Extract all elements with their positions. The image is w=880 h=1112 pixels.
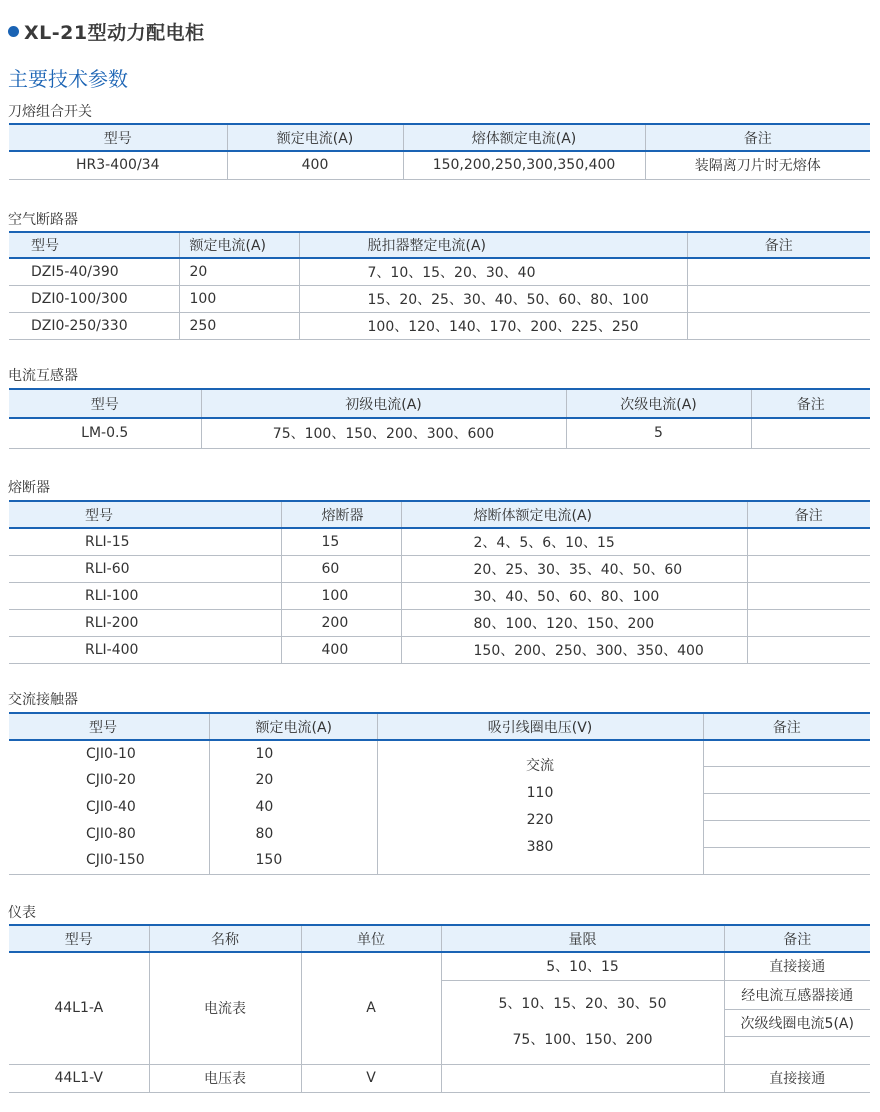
table-row	[9, 609, 870, 636]
cell: CJI0-10	[9, 740, 209, 766]
cell	[703, 793, 870, 820]
cell: 10	[209, 740, 377, 766]
cell: 5、10、15	[441, 952, 724, 980]
cell: HR3-400/34	[9, 151, 227, 179]
cell: 80	[209, 820, 377, 847]
header-cell: 型号	[9, 124, 227, 151]
cell: DZI0-100/300	[9, 285, 179, 312]
cell: 直接接通	[724, 952, 870, 980]
table-row	[9, 258, 870, 285]
contactor-table	[9, 712, 870, 875]
cell	[687, 285, 870, 312]
header-cell: 备注	[703, 713, 870, 740]
header-cell: 额定电流(A)	[227, 124, 403, 151]
table-row	[9, 582, 870, 609]
header-cell: 初级电流(A)	[201, 389, 566, 418]
cell: RLI-60	[9, 555, 281, 582]
header-cell: 型号	[9, 925, 149, 952]
air-breaker-label: 空气断路器	[8, 212, 78, 228]
voltage-line: 220	[526, 812, 554, 829]
cell: RLI-15	[9, 528, 281, 555]
fuse-label: 熔断器	[8, 480, 50, 496]
header-cell: 型号	[9, 389, 201, 418]
table-row	[9, 952, 870, 980]
header-cell: 熔断器	[281, 501, 401, 528]
current-transformer-table	[9, 388, 870, 449]
cell	[747, 555, 870, 582]
cell	[724, 1036, 870, 1064]
cell: 100	[179, 285, 299, 312]
cell: 40	[209, 793, 377, 820]
header-cell: 额定电流(A)	[179, 232, 299, 258]
cell: 200	[281, 609, 401, 636]
cell: 44L1-A	[9, 952, 149, 1064]
table-row	[9, 418, 870, 448]
cell	[703, 820, 870, 847]
cell: CJI0-150	[9, 847, 209, 874]
page-title-text: XL-21型动力配电柜	[24, 22, 205, 44]
cell: 15	[281, 528, 401, 555]
header-cell: 备注	[747, 501, 870, 528]
header-cell: 单位	[301, 925, 441, 952]
cell: 次级线圈电流5(A)	[724, 1009, 870, 1036]
cell: DZI0-250/330	[9, 312, 179, 339]
header-cell: 熔断体额定电流(A)	[401, 501, 747, 528]
voltage-line: 110	[526, 785, 554, 802]
cell: 75、100、150、200、300、600	[201, 418, 566, 448]
cell: 150,200,250,300,350,400	[403, 151, 645, 179]
bullet-dot-icon	[8, 26, 19, 37]
cell	[703, 766, 870, 793]
voltage-cell	[377, 740, 703, 874]
cell: 装隔离刀片时无熔体	[645, 151, 870, 179]
cell: 100	[281, 582, 401, 609]
header-cell: 型号	[9, 232, 179, 258]
table-row	[9, 285, 870, 312]
cell: 15、20、25、30、40、50、60、80、100	[299, 285, 687, 312]
header-cell: 备注	[687, 232, 870, 258]
cell	[751, 418, 870, 448]
table-row	[9, 1064, 870, 1092]
cell: 80、100、120、150、200	[401, 609, 747, 636]
cell: 100、120、140、170、200、225、250	[299, 312, 687, 339]
cell: 电压表	[149, 1064, 301, 1092]
fuse-table	[9, 500, 870, 664]
cell: 经电流互感器接通	[724, 980, 870, 1009]
cell: RLI-100	[9, 582, 281, 609]
current-transformer-label: 电流互感器	[8, 368, 78, 384]
cell: 44L1-V	[9, 1064, 149, 1092]
table-row	[9, 555, 870, 582]
table-row	[9, 528, 870, 555]
cell: 60	[281, 555, 401, 582]
table-row	[9, 312, 870, 339]
header-cell: 熔体额定电流(A)	[403, 124, 645, 151]
cell: 2、4、5、6、10、15	[401, 528, 747, 555]
cell	[687, 312, 870, 339]
cell: RLI-200	[9, 609, 281, 636]
cell: CJI0-40	[9, 793, 209, 820]
header-cell: 次级电流(A)	[566, 389, 751, 418]
cell: 电流表	[149, 952, 301, 1064]
section-subtitle: 主要技术参数	[8, 67, 128, 91]
cell: 20	[179, 258, 299, 285]
table-row	[9, 151, 870, 179]
cell: 150、200、250、300、350、400	[401, 636, 747, 663]
voltage-line: 380	[526, 839, 554, 856]
header-cell: 名称	[149, 925, 301, 952]
knife-fuse-table	[9, 123, 870, 180]
cell	[441, 1064, 724, 1092]
cell: 150	[209, 847, 377, 874]
cell: 5	[566, 418, 751, 448]
cell: DZI5-40/390	[9, 258, 179, 285]
range-cell	[441, 980, 724, 1064]
header-cell: 备注	[724, 925, 870, 952]
cell	[687, 258, 870, 285]
cell	[747, 609, 870, 636]
cell: 250	[179, 312, 299, 339]
cell: 20、25、30、35、40、50、60	[401, 555, 747, 582]
cell: 直接接通	[724, 1064, 870, 1092]
cell	[747, 636, 870, 663]
table-row	[9, 636, 870, 663]
voltage-line: 交流	[526, 758, 554, 775]
cell: 400	[281, 636, 401, 663]
page-title	[8, 18, 205, 45]
meter-label: 仪表	[8, 905, 36, 921]
cell: 20	[209, 766, 377, 793]
air-breaker-table	[9, 231, 870, 340]
cell: CJI0-20	[9, 766, 209, 793]
range-line: 5、10、15、20、30、50	[498, 996, 667, 1012]
cell: RLI-400	[9, 636, 281, 663]
header-cell: 额定电流(A)	[209, 713, 377, 740]
cell	[747, 582, 870, 609]
cell: A	[301, 952, 441, 1064]
cell	[747, 528, 870, 555]
header-cell: 量限	[441, 925, 724, 952]
cell: CJI0-80	[9, 820, 209, 847]
knife-fuse-label: 刀熔组合开关	[8, 104, 92, 120]
header-cell: 备注	[751, 389, 870, 418]
cell: LM-0.5	[9, 418, 201, 448]
header-cell: 型号	[9, 713, 209, 740]
cell	[703, 740, 870, 766]
cell: V	[301, 1064, 441, 1092]
header-cell: 吸引线圈电压(V)	[377, 713, 703, 740]
header-cell: 脱扣器整定电流(A)	[299, 232, 687, 258]
meter-table	[9, 924, 870, 1093]
contactor-label: 交流接触器	[8, 692, 78, 708]
range-line: 75、100、150、200	[512, 1032, 653, 1048]
table-row	[9, 740, 870, 766]
cell: 400	[227, 151, 403, 179]
header-cell: 型号	[9, 501, 281, 528]
cell: 30、40、50、60、80、100	[401, 582, 747, 609]
cell: 7、10、15、20、30、40	[299, 258, 687, 285]
header-cell: 备注	[645, 124, 870, 151]
cell	[703, 847, 870, 874]
